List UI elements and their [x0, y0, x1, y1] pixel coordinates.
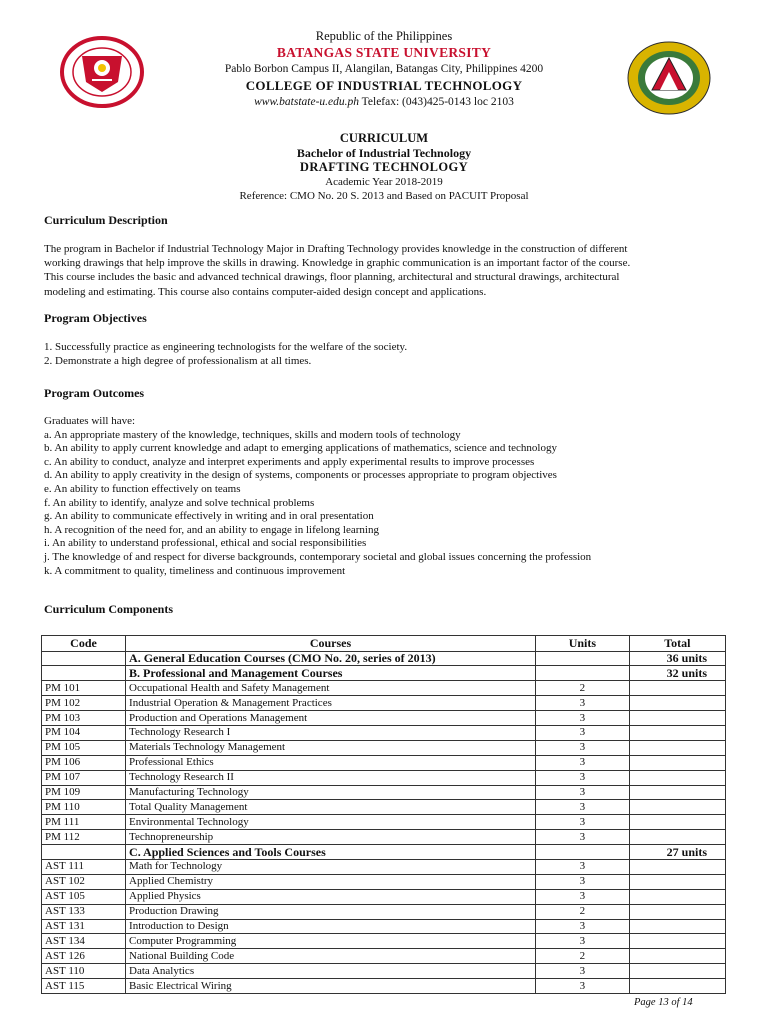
outcome-item: g. An ability to communicate effectively in writing and in oral presentation	[44, 510, 374, 523]
course-title-cell: Materials Technology Management	[126, 740, 536, 755]
outcome-item: e. An ability to function effectively on teams	[44, 482, 241, 495]
course-title-cell: Production and Operations Management	[126, 711, 536, 726]
units-cell	[535, 651, 629, 666]
total-cell: 32 units	[629, 666, 725, 681]
units-cell: 3	[535, 770, 629, 785]
course-title-cell: Professional Ethics	[126, 755, 536, 770]
units-cell: 3	[535, 934, 629, 949]
course-code-cell: AST 134	[42, 934, 126, 949]
description-line: working drawings that help improve the skills in drawing. Knowledge in graphic communication is an important factor of the course.	[44, 257, 631, 270]
course-code-cell: AST 115	[42, 979, 126, 994]
course-code-cell: PM 102	[42, 696, 126, 711]
units-cell: 3	[535, 874, 629, 889]
total-cell	[629, 800, 725, 815]
course-code-cell: AST 102	[42, 874, 126, 889]
course-title-cell: B. Professional and Management Courses	[126, 666, 536, 681]
units-cell: 3	[535, 725, 629, 740]
course-code-cell	[42, 845, 126, 860]
total-cell	[629, 904, 725, 919]
course-code-cell	[42, 666, 126, 681]
outcome-item: f. An ability to identify, analyze and solve technical problems	[44, 496, 315, 509]
course-code-cell: PM 109	[42, 785, 126, 800]
units-cell: 3	[535, 964, 629, 979]
units-cell: 2	[535, 904, 629, 919]
curriculum-title-block	[0, 131, 768, 204]
outcome-item: h. A recognition of the need for, and an ability to engage in lifelong learning	[44, 523, 379, 536]
table-row	[42, 696, 726, 711]
course-title-cell: Production Drawing	[126, 904, 536, 919]
table-row	[42, 934, 726, 949]
course-code-cell: AST 131	[42, 919, 126, 934]
course-code-cell: PM 105	[42, 740, 126, 755]
course-title-cell: Occupational Health and Safety Management	[126, 681, 536, 696]
course-title-cell: Manufacturing Technology	[126, 785, 536, 800]
table-row	[42, 949, 726, 964]
course-title-cell: Environmental Technology	[126, 815, 536, 830]
table-row	[42, 874, 726, 889]
units-cell: 3	[535, 800, 629, 815]
table-row	[42, 785, 726, 800]
course-title-cell: Basic Electrical Wiring	[126, 979, 536, 994]
telefax: Telefax: (043)425-0143 loc 2103	[359, 96, 514, 108]
total-cell: 27 units	[629, 845, 725, 860]
total-cell	[629, 725, 725, 740]
course-code-cell: PM 104	[42, 725, 126, 740]
course-title-cell: National Building Code	[126, 949, 536, 964]
course-title-cell: Introduction to Design	[126, 919, 536, 934]
objectives-heading: Program Objectives	[44, 311, 147, 325]
description-line: This course includes the basic and advanced technical drawings, floor planning, architectural and structural drawings, architectural	[44, 271, 620, 284]
republic-line: Republic of the Philippines	[315, 29, 453, 43]
course-title-cell: Applied Physics	[126, 889, 536, 904]
course-title-cell: Technology Research I	[126, 725, 536, 740]
curriculum-table	[41, 635, 726, 994]
objectives-list	[44, 340, 724, 368]
total-cell	[629, 919, 725, 934]
course-title-cell: C. Applied Sciences and Tools Courses	[126, 845, 536, 860]
total-cell	[629, 815, 725, 830]
total-cell	[629, 770, 725, 785]
units-cell: 3	[535, 859, 629, 874]
total-cell	[629, 711, 725, 726]
units-cell: 3	[535, 696, 629, 711]
total-cell	[629, 696, 725, 711]
units-cell: 3	[535, 815, 629, 830]
outcome-item: d. An ability to apply creativity in the design of systems, components or processes appropriate to program objectives	[44, 469, 557, 482]
total-cell	[629, 740, 725, 755]
description-heading: Curriculum Description	[44, 213, 168, 227]
table-row	[42, 919, 726, 934]
total-cell	[629, 964, 725, 979]
table-row	[42, 979, 726, 994]
course-title-cell: Applied Chemistry	[126, 874, 536, 889]
university-name: BATANGAS STATE UNIVERSITY	[276, 44, 492, 60]
table-row	[42, 755, 726, 770]
page-number: Page 13 of 14	[634, 997, 693, 1008]
description-line: modeling and estimating. This course also contains computer-aided design concept and applications.	[44, 285, 487, 298]
total-cell	[629, 979, 725, 994]
title-degree: Bachelor of Industrial Technology	[296, 145, 472, 160]
outcomes-list	[44, 415, 724, 578]
total-cell	[629, 681, 725, 696]
column-header-total: Total	[629, 636, 725, 652]
table-row	[42, 681, 726, 696]
outcomes-heading: Program Outcomes	[44, 386, 145, 400]
table-row	[42, 740, 726, 755]
outcome-item: i. An ability to understand professional, ethical and social responsibilities	[44, 537, 367, 550]
course-title-cell: A. General Education Courses (CMO No. 20, series of 2013)	[126, 651, 536, 666]
campus-address: Pablo Borbon Campus II, Alangilan, Batangas City, Philippines 4200	[224, 63, 544, 75]
letterhead	[0, 28, 768, 111]
units-cell: 3	[535, 830, 629, 845]
table-row	[42, 904, 726, 919]
course-title-cell: Technology Research II	[126, 770, 536, 785]
table-row	[42, 725, 726, 740]
course-code-cell: PM 101	[42, 681, 126, 696]
website-link[interactable]: www.batstate-u.edu.ph	[254, 96, 360, 108]
table-row	[42, 830, 726, 845]
table-row	[42, 889, 726, 904]
course-code-cell: PM 103	[42, 711, 126, 726]
table-row	[42, 800, 726, 815]
table-row	[42, 859, 726, 874]
objective-item: 2. Demonstrate a high degree of professionalism at all times.	[44, 355, 312, 368]
units-cell: 3	[535, 979, 629, 994]
units-cell	[535, 666, 629, 681]
components-heading: Curriculum Components	[44, 602, 174, 616]
outcome-item: c. An ability to conduct, analyze and interpret experiments and apply experimental results to improve processes	[44, 455, 535, 468]
total-cell	[629, 934, 725, 949]
units-cell	[535, 845, 629, 860]
units-cell: 3	[535, 711, 629, 726]
total-cell	[629, 785, 725, 800]
units-cell: 3	[535, 785, 629, 800]
course-title-cell: Technopreneurship	[126, 830, 536, 845]
course-title-cell: Math for Technology	[126, 859, 536, 874]
course-code-cell: AST 111	[42, 859, 126, 874]
outcome-item: b. An ability to apply current knowledge and adapt to emerging applications of mathematics, science and technology	[44, 442, 557, 455]
college-name: COLLEGE OF INDUSTRIAL TECHNOLOGY	[245, 77, 523, 93]
outcome-item: j. The knowledge of and respect for diverse backgrounds, contemporary societal and global issues concerning the profession	[44, 550, 592, 563]
total-cell	[629, 889, 725, 904]
units-cell: 3	[535, 919, 629, 934]
total-cell	[629, 874, 725, 889]
column-header-courses: Courses	[126, 636, 536, 652]
course-code-cell: PM 106	[42, 755, 126, 770]
column-header-units: Units	[535, 636, 629, 652]
table-row	[42, 964, 726, 979]
outcome-item: a. An appropriate mastery of the knowledge, techniques, skills and modern tools of technology	[44, 428, 461, 441]
course-code-cell: PM 112	[42, 830, 126, 845]
title-reference: Reference: CMO No. 20 S. 2013 and Based on PACUIT Proposal	[239, 190, 529, 203]
course-code-cell: AST 126	[42, 949, 126, 964]
category-row	[42, 845, 726, 860]
outcome-item: k. A commitment to quality, timeliness and continuous improvement	[44, 564, 346, 577]
category-row	[42, 666, 726, 681]
description-paragraph	[44, 242, 724, 299]
course-code-cell: AST 105	[42, 889, 126, 904]
outcomes-intro: Graduates will have:	[44, 415, 136, 427]
contact-line	[0, 94, 768, 111]
units-cell: 3	[535, 755, 629, 770]
course-code-cell: PM 111	[42, 815, 126, 830]
table-row	[42, 770, 726, 785]
column-header-code: Code	[42, 636, 126, 652]
course-title-cell: Data Analytics	[126, 964, 536, 979]
course-code-cell: AST 133	[42, 904, 126, 919]
course-title-cell: Total Quality Management	[126, 800, 536, 815]
table-row	[42, 711, 726, 726]
title-academic-year: Academic Year 2018-2019	[325, 175, 443, 188]
total-cell	[629, 949, 725, 964]
category-row	[42, 651, 726, 666]
description-line: The program in Bachelor if Industrial Technology Major in Drafting Technology provides knowledge in the construction of different	[44, 243, 628, 255]
title-major: DRAFTING TECHNOLOGY	[299, 160, 469, 175]
units-cell: 3	[535, 889, 629, 904]
total-cell	[629, 859, 725, 874]
objective-item: 1. Successfully practice as engineering technologists for the welfare of the society.	[44, 341, 408, 353]
course-title-cell: Industrial Operation & Management Practices	[126, 696, 536, 711]
course-code-cell: AST 110	[42, 964, 126, 979]
table-row	[42, 815, 726, 830]
total-cell: 36 units	[629, 651, 725, 666]
course-code-cell	[42, 651, 126, 666]
units-cell: 2	[535, 681, 629, 696]
table-header-row	[42, 636, 726, 652]
units-cell: 2	[535, 949, 629, 964]
total-cell	[629, 755, 725, 770]
course-code-cell: PM 107	[42, 770, 126, 785]
course-title-cell: Computer Programming	[126, 934, 536, 949]
total-cell	[629, 830, 725, 845]
course-code-cell: PM 110	[42, 800, 126, 815]
table-body	[42, 651, 726, 993]
title-curriculum: CURRICULUM	[339, 131, 429, 145]
units-cell: 3	[535, 740, 629, 755]
